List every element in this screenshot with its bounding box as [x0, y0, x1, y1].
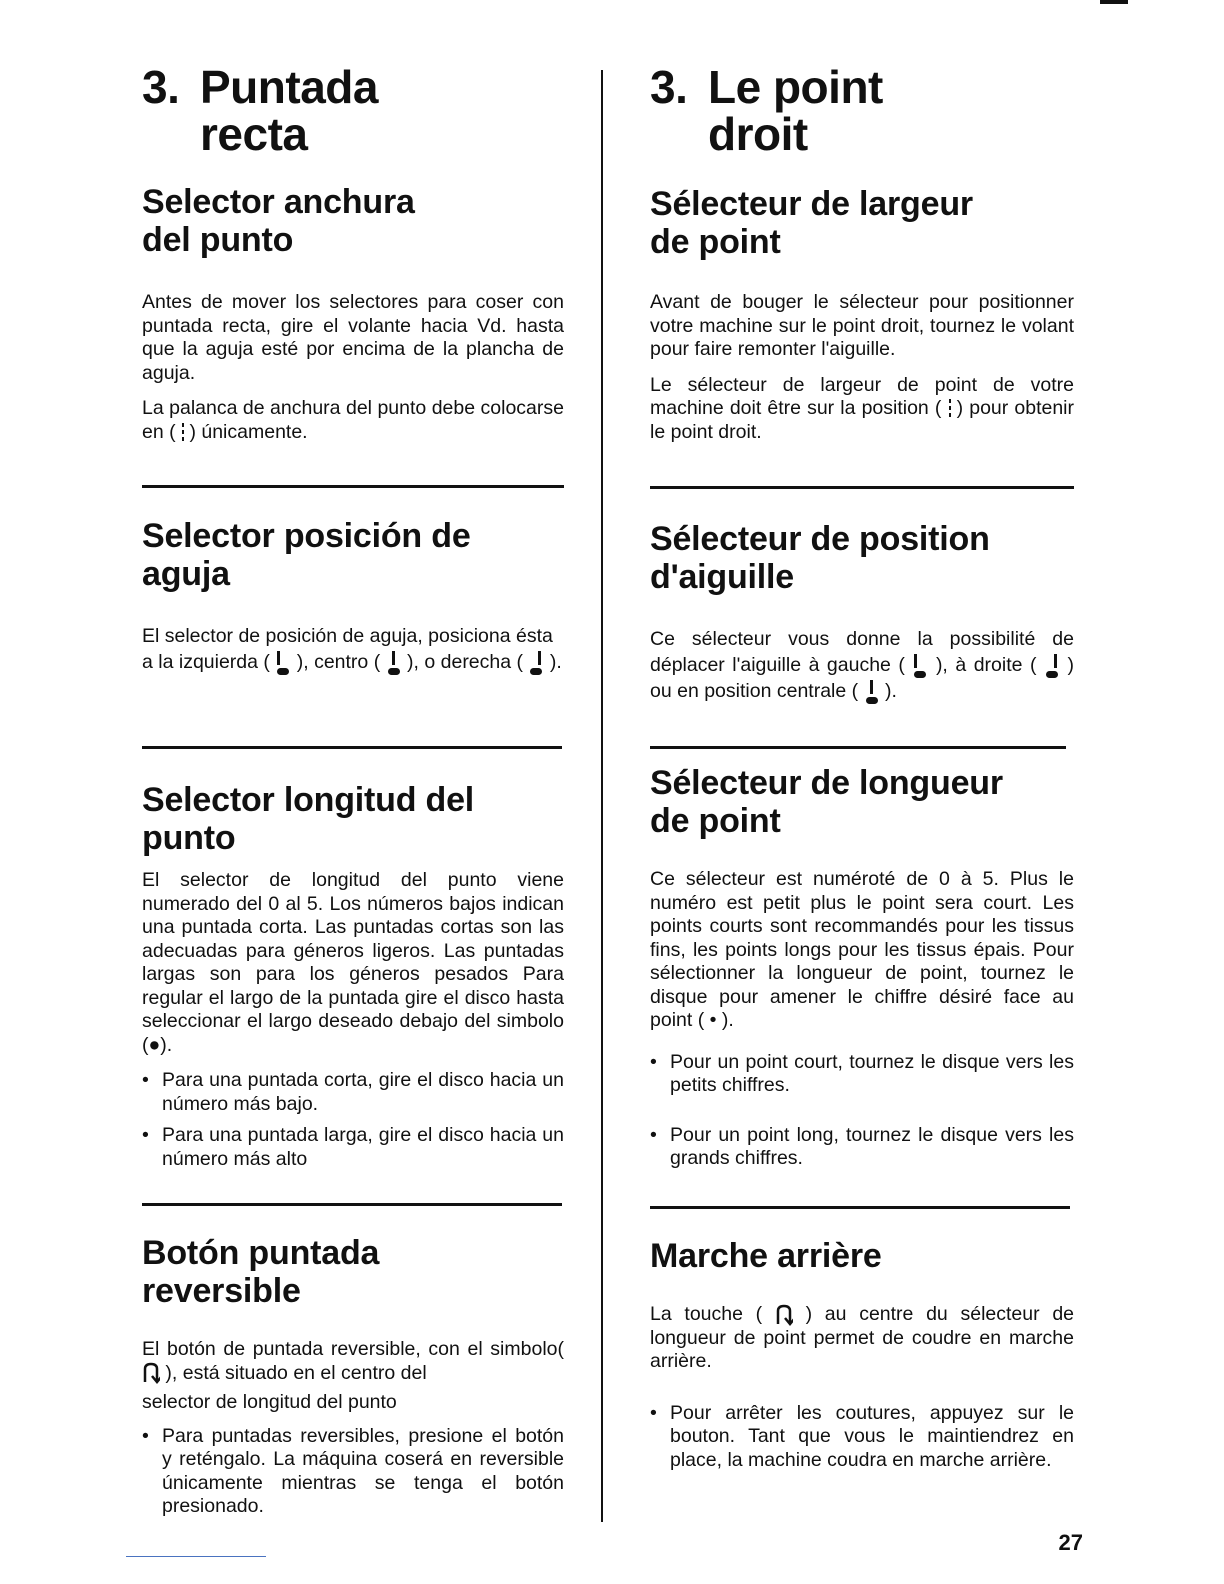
left-section-width: [142, 183, 564, 457]
page-number: 27: [1058, 1530, 1083, 1555]
left-title: [142, 61, 564, 160]
needle-center-icon: [864, 680, 880, 704]
dashed-line-icon: [181, 421, 184, 445]
left-reverse-list: [142, 1425, 564, 1519]
list-item: • Para una puntada larga, gire el disco hacia un número más alto: [142, 1124, 564, 1171]
right-length-paragraph: Ce sélecteur est numéroté de 0 à 5. Plus le numéro est petit plus le point sera court. Les points courts sont recommandés pour les tissus fins, les points longs pour les tissus épais. Pour sélectionner la longueur de point, tournez le disque pour amener le chiffre désiré face au point ( • ).: [650, 868, 1074, 1031]
needle-right-icon: [528, 651, 544, 675]
list-item: • Para una puntada corta, gire el disco hacia un número más bajo.: [142, 1069, 564, 1116]
left-length-heading: Selector longitud del punto: [142, 781, 475, 857]
dashed-line-icon: [948, 397, 951, 421]
left-length-paragraph: El selector de longitud del punto viene numerado del 0 al 5. Los números bajos indican una puntada corta. Las puntadas cortas son las adecuadas para géneros ligeros. Las puntadas largas son para los géneros pesados Para regular el largo de la puntada gire el disco hasta seleccionar el largo deseado debajo del simbolo (●).: [142, 869, 564, 1056]
left-length-list: [142, 1069, 564, 1171]
right-title: [650, 61, 1074, 160]
right-length-heading: Sélecteur de longueur de point: [650, 764, 1003, 840]
footer-line: [126, 1556, 266, 1557]
right-position-heading: Sélecteur de position d'aiguille: [650, 520, 990, 596]
list-item: • Para puntadas reversibles, presione el botón y reténgalo. La máquina coserá en reversible únicamente mientras se tenga el botón presionado.: [142, 1425, 564, 1519]
left-section-position: [142, 517, 564, 687]
needle-right-icon: [1044, 654, 1060, 678]
right-reverse-paragraph: La touche ( ) au centre du sélecteur de longueur de point permet de coudre en marche arrière.: [650, 1303, 1075, 1372]
left-width-paragraph-1: Antes de mover los selectores para coser con puntada recta, gire el volante hacia Vd. hasta que la aguja esté por encima de la plancha de aguja.: [142, 291, 564, 384]
corner-mark: [1100, 0, 1128, 4]
list-item: • Pour arrêter les coutures, appuyez sur le bouton. Tant que vous le maintiendrez en place, la machine coudra en marche arrière.: [650, 1402, 1074, 1473]
right-section-reverse: [650, 1237, 1074, 1480]
left-divider-3: [142, 1203, 562, 1206]
right-divider-1: [650, 486, 1074, 489]
needle-center-icon: [386, 651, 402, 675]
reverse-stitch-icon: [142, 1362, 160, 1384]
list-item: • Pour un point long, tournez le disque vers les grands chiffres.: [650, 1124, 1074, 1171]
left-title-heading: 3. Puntada recta: [142, 61, 378, 160]
left-position-paragraph: El selector de posición de aguja, posiciona ésta a la izquierda ( ), centro ( ), o derecha ( ).: [142, 625, 562, 673]
list-item: • Pour un point court, tournez le disque vers les petits chiffres.: [650, 1051, 1074, 1098]
left-reverse-paragraph-1: El botón de puntada reversible, con el simbolo( ), está situado en el centro del: [142, 1338, 564, 1384]
left-section-reverse: [142, 1234, 564, 1527]
left-divider-2: [142, 746, 562, 749]
left-section-length: [142, 781, 564, 1179]
right-reverse-list: [650, 1402, 1074, 1473]
right-divider-3: [650, 1206, 1070, 1209]
right-title-heading: 3. Le point droit: [650, 61, 883, 160]
right-width-paragraph-2: Le sélecteur de largeur de point de votre machine doit être sur la position ( ) pour obtenir le point droit.: [650, 373, 1075, 443]
right-reverse-heading: Marche arrière: [650, 1237, 882, 1275]
left-width-heading: Selector anchura del punto: [142, 183, 415, 259]
left-position-heading: Selector posición de aguja: [142, 517, 471, 593]
right-section-position: [650, 520, 1074, 716]
right-width-heading: Sélecteur de largeur de point: [650, 185, 973, 261]
needle-left-icon: [912, 654, 928, 678]
right-section-length: [650, 764, 1074, 1179]
left-reverse-heading: Botón puntada reversible: [142, 1234, 380, 1310]
right-length-list: [650, 1051, 1074, 1171]
needle-left-icon: [275, 651, 291, 675]
left-reverse-paragraph-2: selector de longitud del punto: [142, 1391, 397, 1413]
right-width-paragraph-1: Avant de bouger le sélecteur pour positionner votre machine sur le point droit, tournez le volant pour faire remonter l'aiguille.: [650, 291, 1074, 360]
left-divider-1: [142, 485, 564, 488]
right-section-width: [650, 185, 1074, 457]
column-divider: [601, 70, 603, 1522]
reverse-stitch-icon: [775, 1304, 793, 1326]
right-divider-2: [650, 746, 1066, 749]
left-width-paragraph-2: La palanca de anchura del punto debe colocarse en ( ) únicamente.: [142, 397, 564, 443]
right-position-paragraph: Ce sélecteur vous donne la possibilité de déplacer l'aiguille à gauche ( ), à droite ( ) ou en position centrale ( ).: [650, 628, 1075, 702]
